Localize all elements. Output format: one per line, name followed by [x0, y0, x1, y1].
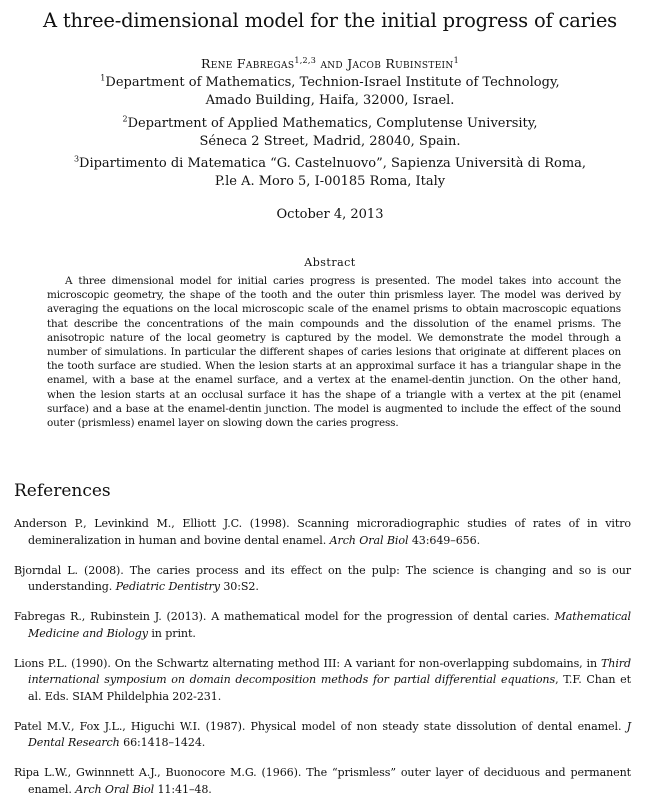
- reference-journal: Pediatric Dentistry: [115, 580, 220, 593]
- affiliation: [0, 155, 660, 191]
- reference-journal: Arch Oral Biol: [75, 782, 155, 796]
- reference-item: [14, 719, 631, 752]
- author-line: [0, 56, 660, 71]
- reference-item: [14, 656, 631, 706]
- reference-volume: 11:41–48.: [154, 782, 212, 796]
- reference-journal: Third international symposium on domain decomposition methods for partial differential equations: [28, 656, 631, 686]
- reference-item: [14, 516, 631, 549]
- affiliation-superscript: 2: [122, 114, 128, 124]
- reference-text: Lions P.L. (1990). On the Schwartz alternating method III: A variant for non-overlapping subdomains, in: [14, 656, 601, 670]
- author-name: Jacob Rubinstein: [347, 56, 454, 71]
- reference-volume: 66:1418–1424.: [119, 736, 206, 749]
- paper-date: October 4, 2013: [276, 207, 384, 222]
- author-conjunction: and: [316, 56, 348, 71]
- reference-text: Patel M.V., Fox J.L., Higuchi W.I. (1987). Physical model of non steady state dissolution of dental enamel.: [14, 719, 627, 733]
- reference-item: [14, 563, 631, 596]
- reference-text: Ripa L.W., Gwinnnett A.J., Buonocore M.G. (1966). The “prismless” outer layer of deciduous and permanent enamel.: [14, 766, 631, 796]
- affiliation-line: [0, 155, 660, 173]
- reference-text: Anderson P., Levinkind M., Elliott J.C. (1998). Scanning microradiographic studies of rates of in vitro demineralization in human and bovine dental enamel.: [14, 517, 631, 547]
- reference-item: [14, 609, 631, 642]
- affiliation-text: Dipartimento di Matematica “G. Castelnuovo”, Sapienza Università di Roma,: [79, 156, 587, 171]
- reference-text: Fabregas R., Rubinstein J. (2013). A mathematical model for the progression of dental caries.: [14, 610, 555, 623]
- affiliation-line: [0, 115, 660, 133]
- affiliation-superscript: 3: [73, 154, 80, 164]
- reference-list: [14, 516, 631, 812]
- abstract-text: A three dimensional model for initial caries progress is presented. The model takes into account the microscopic geometry, the shape of the tooth and the outer thin prismless layer. The model was derived by averaging the equations on the local microscopic scale of the enamel prisms to obtain macroscopic equations that describe the concentrations of the main compounds and the dissolution of the enamel prisms. The anisotropic nature of the local geometry is captured by the model. We demonstrate the model through a number of simulations. In particular the different shapes of caries lesions that originate at different places on the tooth surface are studied. When the lesion starts at an approximal surface it has a triangular shape in the enamel, with a base at the enamel surface, and a vertex at the enamel-dentin junction. On the other hand, when the lesion starts at an occlusal surface it has the shape of a triangle with a vertex at the pit (enamel surface) and a base at the enamel-dentin junction. The model is augmented to include the effect of the sound outer (prismless) enamel layer on slowing down the caries progress.: [47, 275, 621, 430]
- reference-volume: 30:S2.: [219, 580, 259, 593]
- reference-volume: 43:649–656.: [408, 533, 481, 547]
- author-name: Rene Fabregas: [201, 56, 295, 71]
- affiliation-line: P.le A. Moro 5, I-00185 Roma, Italy: [214, 174, 446, 189]
- reference-volume: in print.: [147, 626, 196, 640]
- affiliation-line: Amado Building, Haifa, 32000, Israel.: [205, 93, 455, 108]
- reference-text: Bjorndal L. (2008). The caries process and its effect on the pulp: The science is changing and so is our understanding.: [14, 563, 631, 593]
- reference-volume: , T.F. Chan et al. Eds. SIAM Phildelphia 202-231.: [28, 673, 632, 703]
- references-heading: References: [14, 481, 111, 501]
- affiliation-text: Department of Mathematics, Technion-Israel Institute of Technology,: [105, 75, 560, 90]
- abstract-heading: Abstract: [304, 256, 356, 269]
- reference-journal: J Dental Research: [28, 719, 631, 749]
- affiliation-text: Department of Applied Mathematics, Complutense University,: [127, 116, 538, 131]
- affiliation-line: [0, 74, 660, 92]
- author-superscript: 1,2,3: [294, 55, 317, 65]
- affiliation: [0, 115, 660, 151]
- affiliation: [0, 74, 660, 110]
- affiliation-line: Séneca 2 Street, Madrid, 28040, Spain.: [199, 134, 461, 149]
- affiliation-superscript: 1: [100, 73, 106, 83]
- reference-item: [14, 765, 631, 798]
- paper-title: A three-dimensional model for the initial progress of caries: [43, 9, 617, 32]
- reference-journal: Mathematical Medicine and Biology: [28, 610, 631, 640]
- reference-journal: Arch Oral Biol: [329, 533, 409, 547]
- author-superscript: 1: [453, 55, 459, 65]
